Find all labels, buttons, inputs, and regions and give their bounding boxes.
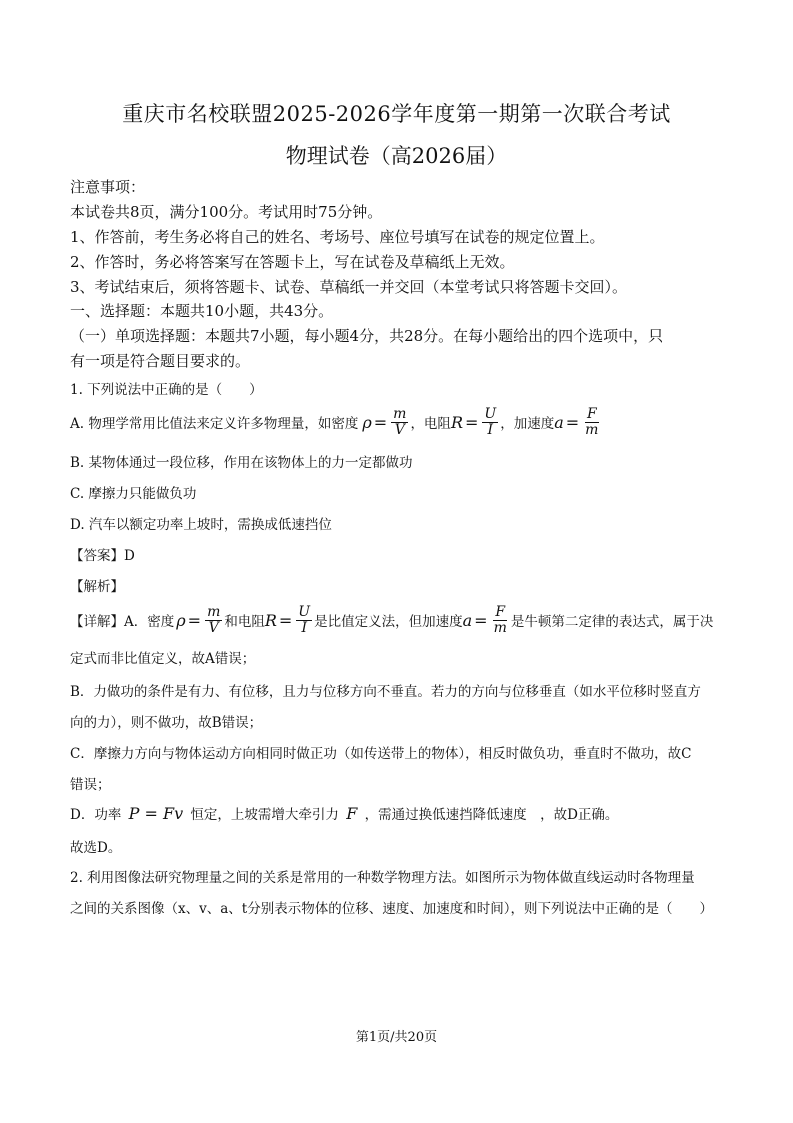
fraction-f-over-m: $\frac{F}{m}$ bbox=[585, 405, 599, 438]
fraction-f-over-m: $\frac{F}{m}$ bbox=[493, 603, 507, 636]
q1-detail-c-line2: 错误； bbox=[70, 777, 111, 793]
notice-item-2: 2、作答时，务必将答案写在答题卡上，写在试卷及草稿纸上无效。 bbox=[70, 253, 515, 271]
exam-subtitle: 物理试卷（高2026届） bbox=[285, 144, 508, 168]
page-footer: 第1页/共20页 bbox=[355, 1030, 438, 1045]
q1-detail-b-line2: 向的力），则不做功，故B错误； bbox=[70, 715, 263, 731]
fraction-u-over-i: $\frac{U}{I}$ bbox=[484, 405, 497, 438]
q1-analysis-label: 【解析】 bbox=[70, 579, 124, 595]
q1-conclusion: 故选D。 bbox=[70, 840, 122, 856]
q1-detail-b-line1: B．力做功的条件是有力、有位移，且力与位移方向不垂直。若力的方向与位移垂直（如水平位移时竖直方 bbox=[70, 684, 701, 700]
q1-option-a-mid2: ，加速度 bbox=[500, 416, 555, 432]
q1-detail-d-mid1: 恒定，上坡需增大牵引力 bbox=[190, 807, 339, 823]
fraction-m-over-v: $\frac{m}{V}$ bbox=[393, 405, 407, 438]
formula-rho: ρ = bbox=[362, 412, 388, 432]
formula-a: a = bbox=[554, 412, 580, 432]
formula-r: R = bbox=[264, 610, 293, 630]
notice-line: 本试卷共8页，满分100分。考试用时75分钟。 bbox=[70, 203, 383, 221]
q1-detail-d-mid2: ，需通过换低速挡降低速度 ，故D正确。 bbox=[364, 807, 619, 823]
q1-detail-a-text: 【详解】A．密度 bbox=[70, 614, 175, 630]
fraction-u-over-i: $\frac{U}{I}$ bbox=[298, 603, 311, 636]
q1-detail-d-text: D．功率 bbox=[70, 807, 122, 823]
q1-detail-a-mid2: 是比值定义法，但加速度 bbox=[314, 614, 463, 630]
q1-detail-d bbox=[70, 803, 618, 823]
q1-detail-a-mid1: 和电阻 bbox=[224, 614, 265, 630]
q1-option-a bbox=[70, 404, 602, 440]
formula-a: a = bbox=[462, 610, 488, 630]
formula-power: P = Fv bbox=[128, 804, 184, 823]
notice-item-1: 1、作答前，考生务必将自己的姓名、考场号、座位号填写在试卷的规定位置上。 bbox=[70, 228, 605, 246]
section-heading: 一、选择题：本题共10小题，共43分。 bbox=[70, 302, 334, 320]
notice-heading: 注意事项： bbox=[70, 178, 146, 196]
q1-option-a-text: A. 物理学常用比值法来定义许多物理量，如密度 bbox=[70, 416, 359, 432]
fraction-m-over-v: $\frac{m}{V}$ bbox=[207, 603, 221, 636]
q2-line-2: 之间的关系图像（x、v、a、t分别表示物体的位移、速度、加速度和时间），则下列说法中正确的是（ ） bbox=[70, 901, 713, 917]
q1-answer: 【答案】D bbox=[70, 548, 135, 564]
q2-line-1: 2. 利用图像法研究物理量之间的关系是常用的一种数学物理方法。如图所示为物体做直线运动时各物理量 bbox=[70, 870, 695, 886]
subsection-line-1: （一）单项选择题：本题共7小题，每小题4分，共28分。在每小题给出的四个选项中，只 bbox=[70, 327, 664, 345]
q1-detail-c-line1: C．摩擦力方向与物体运动方向相同时做正功（如传送带上的物体），相反时做负功，垂直时不做功，故C bbox=[70, 746, 692, 762]
q1-detail-a-mid3: 是牛顿第二定律的表达式，属于决 bbox=[510, 614, 714, 630]
formula-rho: ρ = bbox=[176, 610, 202, 630]
exam-title: 重庆市名校联盟2025-2026学年度第一期第一次联合考试 bbox=[122, 102, 671, 126]
q1-option-b: B. 某物体通过一段位移，作用在该物体上的力一定都做功 bbox=[70, 455, 413, 471]
q1-detail-a bbox=[70, 602, 713, 638]
q1-option-a-mid1: ，电阻 bbox=[410, 416, 451, 432]
formula-force: F bbox=[346, 804, 358, 823]
notice-item-3: 3、考试结束后，须将答题卡、试卷、草稿纸一并交回（本堂考试只将答题卡交回）。 bbox=[70, 278, 628, 296]
subsection-line-2: 有一项是符合题目要求的。 bbox=[70, 352, 251, 370]
q1-option-d: D. 汽车以额定功率上坡时，需换成低速挡位 bbox=[70, 517, 332, 533]
q1-stem: 1. 下列说法中正确的是（ ） bbox=[70, 382, 263, 398]
q1-detail-a-line2: 定式而非比值定义，故A错误； bbox=[70, 651, 256, 667]
formula-r: R = bbox=[450, 412, 479, 432]
q1-option-c: C. 摩擦力只能做负功 bbox=[70, 486, 197, 502]
